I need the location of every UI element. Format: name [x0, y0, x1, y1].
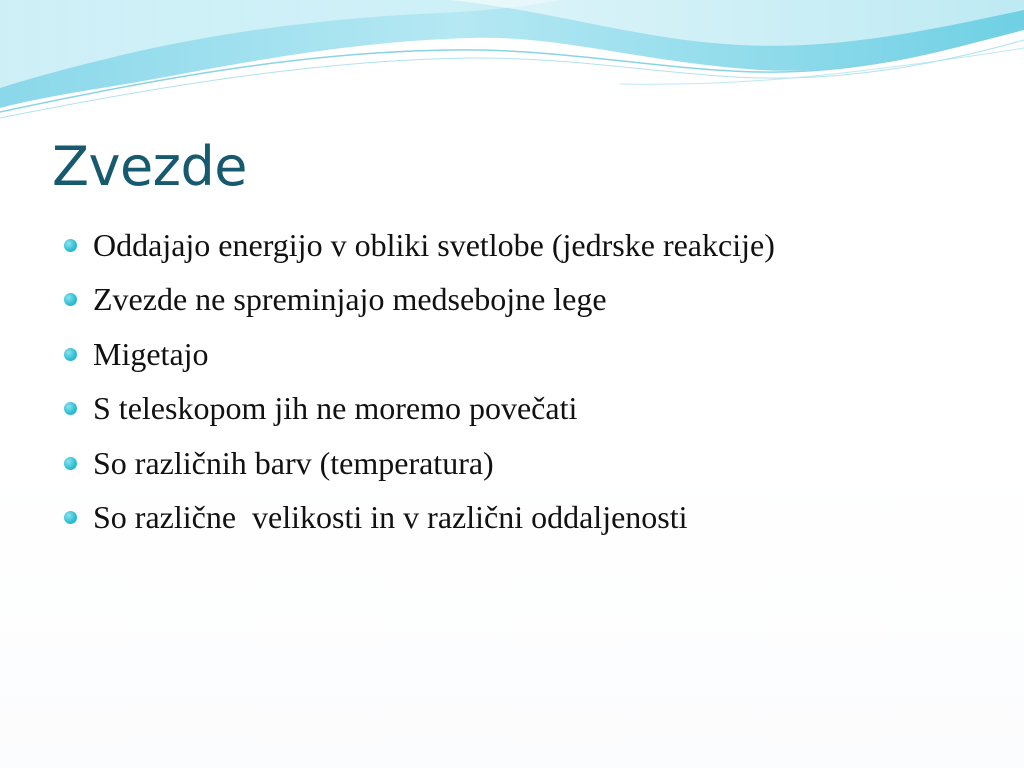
slide-title: Zvezde [52, 135, 248, 198]
bullet-icon [64, 293, 77, 306]
list-item [64, 273, 775, 328]
list-item [64, 382, 775, 437]
bullet-icon [64, 348, 77, 361]
list-item [64, 491, 775, 546]
bullet-icon [64, 511, 77, 524]
bullet-text: S teleskopom jih ne moremo povečati [93, 390, 578, 427]
bullet-icon [64, 239, 77, 252]
list-item [64, 327, 775, 382]
bullet-text: Oddajajo energijo v obliki svetlobe (jedrske reakcije) [93, 226, 775, 263]
bullet-text: So različne velikosti in v različni oddaljenosti [93, 499, 688, 536]
list-item [64, 218, 775, 273]
bullet-list [64, 218, 775, 545]
bullet-text: Migetajo [93, 335, 209, 372]
bullet-icon [64, 457, 77, 470]
bullet-icon [64, 402, 77, 415]
list-item [64, 436, 775, 491]
wave-decoration [0, 0, 1024, 130]
bullet-text: So različnih barv (temperatura) [93, 444, 494, 481]
bullet-text: Zvezde ne spreminjajo medsebojne lege [93, 281, 607, 318]
